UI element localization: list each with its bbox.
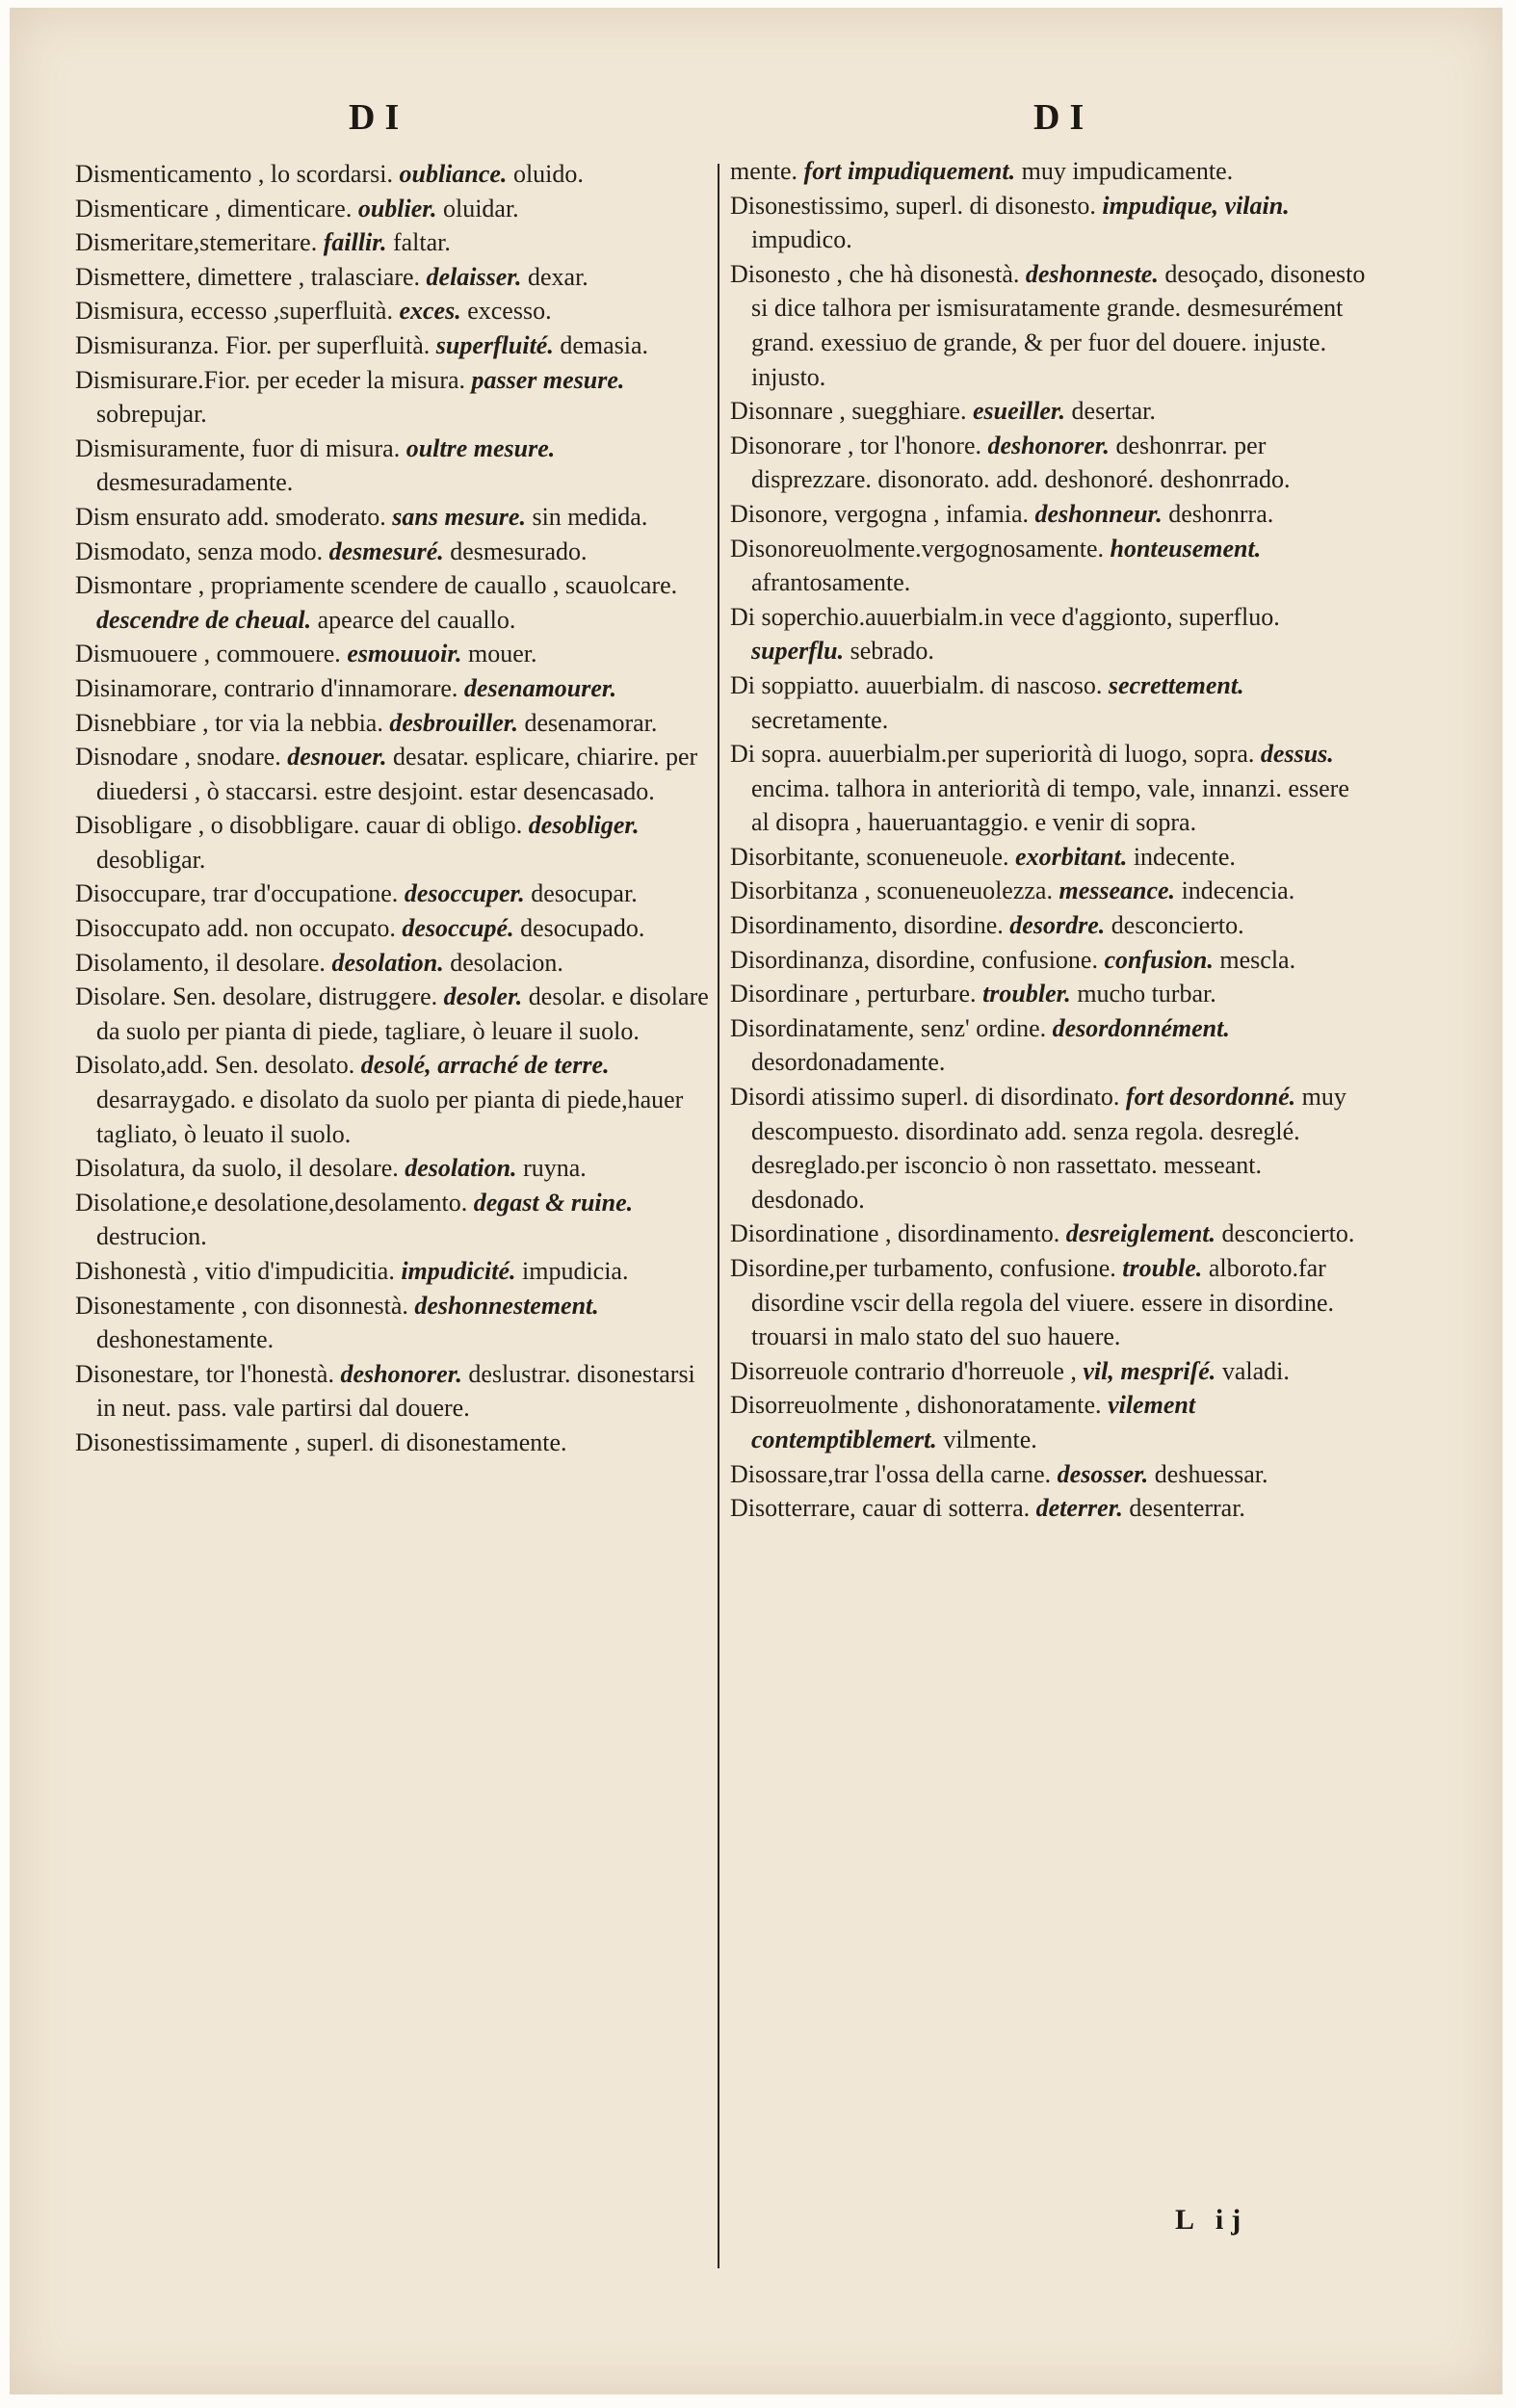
entry-headword: Disobligare , o disobbligare. cauar di obligo. — [75, 811, 523, 840]
entry-headword: Disorbitanza , sconueneuolezza. — [730, 877, 1053, 905]
entry-french-translation: impudicité. — [401, 1257, 516, 1285]
dictionary-entry — [75, 980, 711, 1048]
entry-headword: Di soppiatto. auuerbialm. di nascoso. — [730, 670, 1103, 699]
dictionary-entry — [75, 260, 711, 295]
entry-headword: Disossare,trar l'ossa della carne. — [730, 1459, 1052, 1488]
entry-french-translation: desreiglement. — [1065, 1219, 1216, 1248]
dictionary-entry — [730, 737, 1366, 840]
entry-french-translation: passer mesure. — [471, 365, 625, 394]
dictionary-entry — [730, 497, 1366, 532]
entry-french-translation: desoccupé. — [402, 914, 514, 943]
running-head-right: DI — [1033, 97, 1094, 138]
entry-headword: Disnebbiare , tor via la nebbia. — [75, 708, 383, 737]
entry-french-translation: desolé, arraché de terre. — [360, 1051, 610, 1080]
entry-spanish-translation: alboroto.far disordine vscir della regola del viuere. essere in disordine. trouarsi in malo stato del suo hauere. — [751, 1254, 1335, 1351]
dictionary-entry — [730, 1491, 1366, 1526]
entry-spanish-translation: oluido. — [512, 160, 584, 188]
entry-french-translation: deshonneste. — [1025, 259, 1159, 288]
dictionary-entry — [75, 877, 711, 911]
dictionary-entry — [75, 294, 711, 328]
entry-headword: Di sopra. auuerbialm.per superiorità di luogo, sopra. — [730, 740, 1255, 769]
entry-french-translation: descendre de cheual. — [96, 605, 312, 634]
entry-headword: Disonorare , tor l'honore. — [730, 431, 982, 459]
running-head-left: DI — [349, 97, 409, 138]
entry-french-translation: honteusement. — [1110, 534, 1262, 563]
entry-headword: Dismodato, senza modo. — [75, 537, 324, 565]
entry-headword: Disonestare, tor l'honestà. — [75, 1359, 334, 1388]
entry-headword: Dismisuramente, fuor di misura. — [75, 433, 401, 462]
entry-french-translation: oublier. — [357, 194, 437, 222]
entry-headword: Disordinatamente, senz' ordine. — [730, 1013, 1047, 1042]
entry-french-translation: fort impudiquement. — [803, 157, 1016, 185]
entry-spanish-translation: desertar. — [1071, 397, 1156, 426]
entry-headword: Disonestamente , con disonnestà. — [75, 1291, 408, 1320]
entry-french-translation: degast & ruine. — [473, 1188, 634, 1217]
dictionary-entry — [75, 706, 711, 741]
entry-spanish-translation: desenamorar. — [524, 708, 658, 737]
entry-headword: Dismenticamento , lo scordarsi. — [75, 160, 393, 188]
dictionary-entry — [75, 192, 711, 226]
entry-headword: Dismettere, dimettere , tralasciare. — [75, 262, 421, 291]
entry-french-translation: esmouuoir. — [347, 640, 462, 668]
entry-headword: Disoccupare, trar d'occupatione. — [75, 879, 399, 908]
dictionary-entry — [730, 257, 1366, 394]
dictionary-entry — [75, 535, 711, 569]
entry-spanish-translation: desenterrar. — [1129, 1494, 1245, 1523]
entry-french-translation: messeance. — [1059, 877, 1176, 905]
dictionary-entry — [75, 157, 711, 192]
entry-headword: Disolatura, da suolo, il desolare. — [75, 1154, 399, 1183]
entry-headword: Dismontare , propriamente scendere de cauallo , scauolcare. — [75, 571, 678, 600]
dictionary-entry — [75, 1048, 711, 1151]
entry-french-translation: desenamourer. — [463, 673, 617, 702]
entry-spanish-translation: desatar. esplicare, chiarire. per diuedersi , ò staccarsi. estre desjoint. estar desencasado. — [96, 743, 698, 805]
entry-headword: Disolamento, il desolare. — [75, 948, 326, 977]
entry-french-translation: desmesuré. — [328, 537, 444, 565]
entry-french-translation: delaisser. — [426, 262, 522, 291]
entry-french-translation: desordre. — [1009, 911, 1106, 940]
dictionary-entry — [730, 1354, 1366, 1389]
entry-headword: Disordinanza, disordine, confusione. — [730, 945, 1098, 974]
entry-spanish-translation: mucho turbar. — [1077, 980, 1216, 1008]
entry-spanish-translation: desmesurado. — [450, 537, 588, 565]
entry-headword: Disolatione,e desolatione,desolamento. — [75, 1188, 468, 1217]
dictionary-entry — [730, 977, 1366, 1011]
entry-spanish-translation: desconcierto. — [1111, 911, 1244, 940]
entry-spanish-translation: excesso. — [467, 297, 552, 326]
entry-french-translation: confusion. — [1104, 945, 1214, 974]
entry-french-translation: superflu. — [751, 637, 845, 666]
entry-headword: Dismeritare,stemeritare. — [75, 228, 318, 257]
entry-headword: Dismuouere , commouere. — [75, 640, 341, 668]
entry-french-translation: oubliance. — [399, 160, 508, 188]
entry-french-translation: desobliger. — [528, 811, 640, 840]
entry-french-translation: impudique, vilain. — [1102, 191, 1290, 220]
entry-headword: Disoccupato add. non occupato. — [75, 914, 396, 943]
entry-french-translation: fort desordonné. — [1125, 1083, 1296, 1112]
dictionary-entry — [75, 363, 711, 432]
dictionary-entry — [75, 1357, 711, 1426]
entry-french-translation: desoler. — [443, 982, 523, 1011]
entry-spanish-translation: muy descompuesto. disordinato add. senza regola. desreglé. desreglado.per isconcio ò non rassettato. messeant. desdonado. — [751, 1083, 1346, 1214]
dictionary-entry — [730, 429, 1366, 497]
entry-spanish-translation: indecencia. — [1181, 877, 1295, 905]
entry-spanish-translation: ruyna. — [523, 1154, 587, 1183]
entry-french-translation: vilement contemptiblemert. — [751, 1391, 1196, 1453]
entry-french-translation: esueiller. — [972, 397, 1066, 426]
entry-headword: Di soperchio.auuerbialm.in vece d'aggionto, superfluo. — [730, 602, 1280, 631]
entry-spanish-translation: desocupar. — [531, 879, 638, 908]
dictionary-entry — [730, 532, 1366, 600]
entry-french-translation: troubler. — [982, 980, 1071, 1008]
dictionary-entry — [75, 808, 711, 877]
entry-french-translation: trouble. — [1122, 1254, 1203, 1282]
dictionary-entry — [730, 943, 1366, 978]
entry-spanish-translation: vilmente. — [943, 1425, 1037, 1453]
entry-spanish-translation: apearce del cauallo. — [317, 605, 516, 634]
entry-headword: Disordinamento, disordine. — [730, 911, 1004, 940]
dictionary-entry — [75, 500, 711, 535]
entry-french-translation: exorbitant. — [1015, 842, 1128, 871]
entry-headword: Dishonestà , vitio d'impudicitia. — [75, 1257, 395, 1285]
dictionary-entry — [730, 1457, 1366, 1492]
entry-french-translation: desnouer. — [287, 743, 387, 772]
entry-headword: Disonoreuolmente.vergognosamente. — [730, 534, 1104, 563]
entry-french-translation: desolation. — [405, 1154, 517, 1183]
dictionary-entry — [75, 1151, 711, 1186]
entry-french-translation: desolation. — [331, 948, 444, 977]
entry-french-translation: exces. — [399, 297, 461, 326]
entry-french-translation: secrettement. — [1108, 670, 1244, 699]
entry-headword: Disorbitante, sconueneuole. — [730, 842, 1009, 871]
entry-spanish-translation: deshuessar. — [1154, 1459, 1268, 1488]
dictionary-entry — [730, 1388, 1366, 1456]
entry-spanish-translation: desmesuradamente. — [96, 468, 294, 497]
entry-french-translation: dessus. — [1260, 740, 1334, 769]
entry-spanish-translation: desordonadamente. — [751, 1048, 946, 1077]
entry-french-translation: desordonnément. — [1052, 1013, 1230, 1042]
dictionary-entry — [730, 668, 1366, 737]
entry-headword: Disonesto , che hà disonestà. — [730, 259, 1020, 288]
entry-french-translation: deshonnestement. — [414, 1291, 599, 1320]
entry-french-translation: desoccuper. — [404, 879, 525, 908]
entry-headword: Disnodare , snodare. — [75, 743, 281, 772]
entry-spanish-translation: deshonrrar. per disprezzare. disonorato. add. deshonoré. deshonrrado. — [751, 431, 1291, 494]
entry-headword: Disordi atissimo superl. di disordinato. — [730, 1083, 1120, 1112]
dictionary-entry — [75, 671, 711, 706]
entry-spanish-translation: faltar. — [392, 228, 451, 257]
dictionary-entry — [730, 1080, 1366, 1217]
entry-headword: Disorreuolmente , dishonoratamente. — [730, 1391, 1102, 1420]
entry-spanish-translation: sobrepujar. — [96, 400, 207, 429]
book-page — [10, 8, 1503, 2395]
entry-headword: Disotterrare, cauar di sotterra. — [730, 1494, 1031, 1523]
dictionary-entry — [75, 1254, 711, 1289]
dictionary-entry — [75, 946, 711, 981]
entry-spanish-translation: desolar. e disolare da suolo per pianta di piede, tagliare, ò leuare il suolo. — [96, 982, 709, 1045]
entry-spanish-translation: secretamente. — [751, 705, 889, 734]
entry-headword: Disinamorare, contrario d'innamorare. — [75, 673, 458, 702]
entry-spanish-translation: desconcierto. — [1221, 1219, 1355, 1248]
entry-french-translation: faillir. — [323, 228, 387, 257]
entry-spanish-translation: impudico. — [751, 225, 852, 254]
entry-french-translation: deshonneur. — [1034, 499, 1163, 528]
entry-headword: Disordinare , perturbare. — [730, 980, 977, 1008]
entry-spanish-translation: impudicia. — [522, 1257, 629, 1285]
entry-spanish-translation: encima. talhora in anteriorità di tempo, vale, innanzi. essere al disopra , haueruantaggio. e venir di sopra. — [751, 773, 1349, 837]
entry-spanish-translation: mescla. — [1219, 945, 1296, 974]
entry-french-translation: desosser. — [1057, 1459, 1149, 1488]
entry-headword: Dismisuranza. Fior. per superfluità. — [75, 330, 431, 359]
dictionary-entry — [75, 1426, 711, 1460]
dictionary-entry — [75, 568, 711, 637]
dictionary-entry — [730, 154, 1366, 189]
dictionary-entry — [730, 600, 1366, 668]
entry-headword: Dismenticare , dimenticare. — [75, 194, 353, 222]
entry-spanish-translation: desarraygado. e disolato da suolo per pianta di piede,hauer tagliato, ò leuato il suolo. — [96, 1086, 684, 1148]
dictionary-entry — [75, 911, 711, 946]
dictionary-entry — [730, 1011, 1366, 1080]
signature-mark: L ij — [1175, 2204, 1249, 2236]
dictionary-entry — [75, 740, 711, 808]
entry-french-translation: deshonorer. — [340, 1359, 462, 1388]
dictionary-entry — [75, 637, 711, 671]
entry-spanish-translation: deshonrra. — [1168, 499, 1274, 528]
dictionary-entry — [75, 432, 711, 500]
entry-headword: Disordinatione , disordinamento. — [730, 1219, 1060, 1248]
entry-headword: Disorreuole contrario d'horreuole , — [730, 1356, 1077, 1385]
entry-headword: Dismisura, eccesso ,superfluità. — [75, 297, 393, 326]
column-rule — [718, 164, 719, 2268]
entry-spanish-translation: deshonestamente. — [96, 1325, 274, 1354]
entry-french-translation: vil, mespriſé. — [1083, 1356, 1216, 1385]
entry-spanish-translation: demasia. — [560, 330, 649, 359]
entry-spanish-translation: desolacion. — [450, 948, 563, 977]
entry-headword: Disonnare , suegghiare. — [730, 397, 967, 426]
entry-headword: mente. — [730, 157, 798, 185]
entry-headword: Dism ensurato add. smoderato. — [75, 502, 386, 531]
dictionary-entry — [75, 1289, 711, 1357]
entry-spanish-translation: destrucion. — [96, 1222, 207, 1251]
dictionary-entry — [75, 328, 711, 363]
entry-spanish-translation: desocupado. — [520, 914, 645, 943]
entry-spanish-translation: desoçado, disonesto si dice talhora per ismisuratamente grande. desmesurément grand. exessiuo de grande, & per fuor del douere. injuste. injusto. — [751, 259, 1366, 391]
dictionary-entry — [730, 394, 1366, 429]
dictionary-entry — [730, 1251, 1366, 1354]
entry-headword: Dismisurare.Fior. per eceder la misura. — [75, 365, 466, 394]
entry-spanish-translation: valadi. — [1221, 1356, 1290, 1385]
entry-spanish-translation: sebrado. — [849, 637, 934, 666]
entry-headword: Disolare. Sen. desolare, distruggere. — [75, 982, 438, 1011]
entry-french-translation: desbrouiller. — [389, 708, 518, 737]
entry-spanish-translation: sin medida. — [532, 502, 648, 531]
entry-headword: Disonestissimo, superl. di disonesto. — [730, 191, 1096, 220]
entry-french-translation: sans mesure. — [392, 502, 526, 531]
entry-spanish-translation: deslustrar. disonestarsi in neut. pass. vale partirsi dal douere. — [96, 1359, 695, 1423]
entry-french-translation: deshonorer. — [987, 431, 1110, 459]
entry-spanish-translation: afrantosamente. — [751, 568, 911, 597]
entry-french-translation: superfluité. — [435, 330, 554, 359]
entry-french-translation: deterrer. — [1035, 1494, 1123, 1523]
left-column — [75, 157, 711, 1460]
dictionary-entry — [730, 908, 1366, 943]
entry-spanish-translation: desobligar. — [96, 845, 206, 874]
dictionary-entry — [730, 1217, 1366, 1251]
entry-headword: Disordine,per turbamento, confusione. — [730, 1254, 1116, 1282]
entry-spanish-translation: oluidar. — [442, 194, 519, 222]
entry-french-translation: oultre mesure. — [405, 433, 556, 462]
dictionary-entry — [75, 1186, 711, 1254]
entry-spanish-translation: indecente. — [1133, 842, 1236, 871]
entry-headword: Disonestissimamente , superl. di disonestamente. — [75, 1427, 567, 1456]
entry-headword: Disolato,add. Sen. desolato. — [75, 1051, 355, 1080]
entry-spanish-translation: dexar. — [528, 262, 588, 291]
dictionary-entry — [75, 225, 711, 260]
entry-spanish-translation: mouer. — [468, 640, 537, 668]
dictionary-entry — [730, 189, 1366, 257]
dictionary-entry — [730, 840, 1366, 875]
right-column — [730, 154, 1366, 1526]
entry-spanish-translation: muy impudicamente. — [1021, 157, 1234, 185]
dictionary-entry — [730, 874, 1366, 908]
entry-headword: Disonore, vergogna , infamia. — [730, 499, 1029, 528]
